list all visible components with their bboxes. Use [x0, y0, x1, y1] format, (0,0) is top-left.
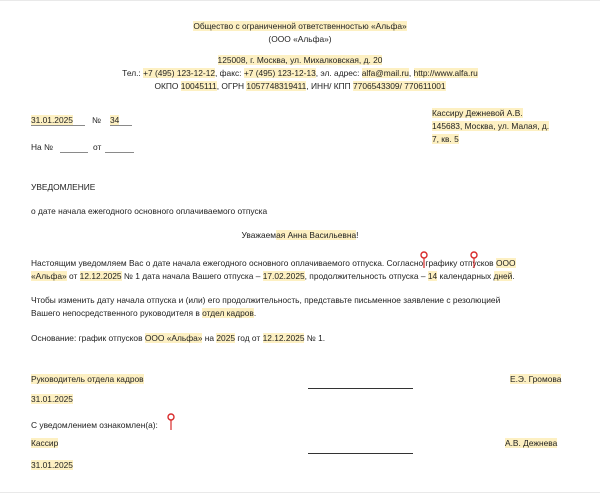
incoming-date-field — [105, 142, 134, 153]
employee-sign-date: 31.01.2025 — [31, 460, 73, 470]
recipient-line-2: 145683, Москва, ул. Малая, д. — [432, 121, 550, 131]
company-codes: ОКПО 10045111, ОГРН 1057748319411, ИНН/ КПП 7706543309/ 770611001 — [154, 81, 446, 91]
phone-value: +7 (495) 123-12-12 — [143, 68, 216, 78]
recipient-line-1: Кассиру Дежневой А.В. — [432, 108, 523, 118]
comment-pin-icon[interactable] — [420, 251, 428, 269]
basis-line: Основание: график отпусков ООО «Альфа» на 2025 год от 12.12.2025 № 1. — [31, 333, 326, 343]
vacation-days: 14 — [427, 271, 438, 281]
ogrn-value: 1057748319411 — [246, 81, 307, 91]
reg-date-field — [31, 115, 85, 126]
schedule-date: 12.12.2025 — [79, 271, 122, 281]
head-sign-date: 31.01.2025 — [31, 394, 73, 404]
employee-title: Кассир — [31, 438, 59, 448]
inn-kpp-value: 7706543309/ 770611001 — [353, 81, 446, 91]
head-signature-line — [308, 388, 413, 389]
para2-line1: Чтобы изменить дату начала отпуска и (или) его продолжительность, представьте письменное заявление с резолюцией — [31, 295, 501, 305]
reg-no-label: № — [92, 115, 101, 125]
incoming-no-field — [60, 142, 88, 153]
incoming-date-label: от — [93, 142, 102, 152]
company-address: 125008, г. Москва, ул. Михалковская, д. 20 — [217, 55, 383, 65]
company-short-name: (ООО «Альфа») — [268, 34, 332, 44]
company-full-name: Общество с ограниченной ответственностью «Альфа» — [193, 21, 407, 31]
para2-line2: Вашего непосредственного руководителя в отдел кадров. — [31, 308, 257, 318]
document-title: УВЕДОМЛЕНИЕ — [31, 182, 96, 192]
head-name: Е.Э. Громова — [510, 374, 562, 384]
greeting: Уважаемая Анна Васильевна! — [241, 230, 359, 240]
site-value: http://www.alfa.ru — [413, 68, 478, 78]
email-value: alfa@mail.ru — [361, 68, 409, 78]
incoming-no-label: На № — [31, 142, 54, 152]
hr-dept: отдел кадров — [202, 308, 254, 318]
employee-signature-line — [308, 453, 413, 454]
comment-pin-icon[interactable] — [167, 413, 175, 431]
fax-value: +7 (495) 123-12-13 — [243, 68, 316, 78]
vacation-start-date: 17.02.2025 — [262, 271, 305, 281]
head-title: Руководитель отдела кадров — [31, 374, 144, 384]
para1-line1: Настоящим уведомляем Вас о дате начала ежегодного основного оплачиваемого отпуска. Согласно графику отпусков ООО — [31, 258, 516, 268]
addressee-name: ая Анна Васильевна — [276, 230, 357, 240]
okpo-value: 10045111 — [180, 81, 217, 91]
employee-name: А.В. Дежнева — [505, 438, 558, 448]
acknowledgement-label: С уведомлением ознакомлен(а): — [31, 420, 158, 430]
recipient-line-3: 7, кв. 5 — [432, 134, 459, 144]
page-top-border — [0, 0, 600, 1]
document-subject: о дате начала ежегодного основного оплачиваемого отпуска — [31, 206, 268, 216]
reg-date: 31.01.2025 — [31, 115, 73, 125]
reg-number: 34 — [110, 115, 120, 125]
comment-pin-icon[interactable] — [470, 251, 478, 269]
para1-line2: «Альфа» от 12.12.2025 № 1 дата начала Вашего отпуска – 17.02.2025, продолжительность отпуска – 14 календарных дней. — [31, 271, 515, 281]
reg-number-field — [110, 115, 132, 126]
company-contacts: Тел.: +7 (495) 123-12-12, факс: +7 (495) 123-12-13, эл. адрес: alfa@mail.ru, http://www.alfa.ru — [122, 68, 478, 78]
